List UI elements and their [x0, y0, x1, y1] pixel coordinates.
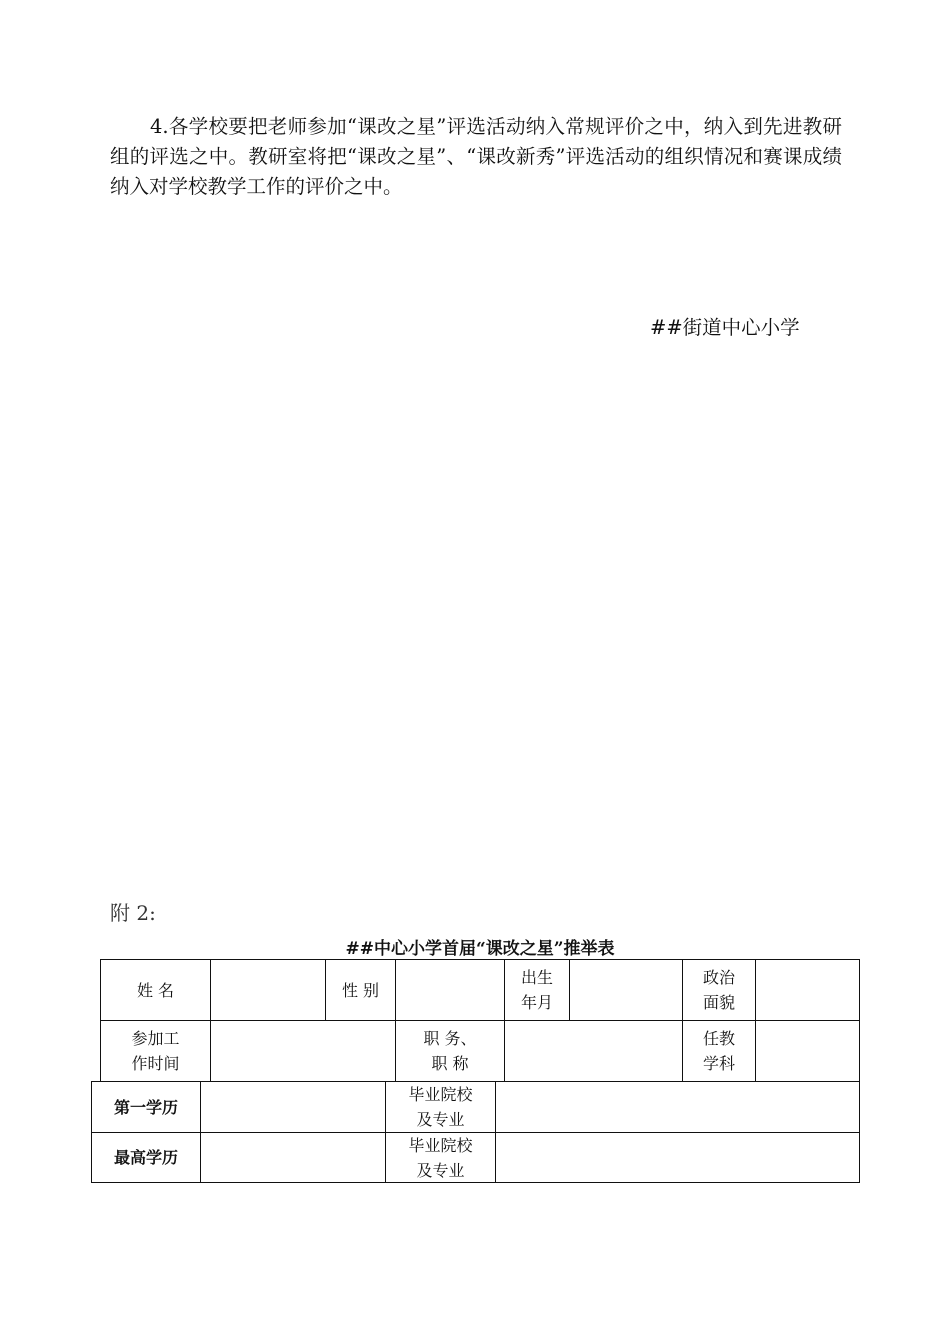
birth-field[interactable] [570, 960, 683, 1020]
political-label: 政治 面貌 [683, 960, 756, 1020]
subject-field[interactable] [756, 1021, 859, 1081]
first-school-label: 毕业院校 及专业 [386, 1082, 496, 1132]
form-title: ##中心小学首届“课改之星”推举表 [345, 939, 615, 959]
signature: ##街道中心小学 [650, 316, 800, 339]
form-row-basic-info [100, 959, 860, 1021]
work-start-field[interactable] [211, 1021, 396, 1081]
highest-school-field[interactable] [496, 1133, 859, 1182]
annex-label: 附 2: [110, 901, 156, 925]
work-start-label: 参加工 作时间 [101, 1021, 211, 1081]
gender-label: 性 别 [326, 960, 396, 1020]
name-label: 姓 名 [101, 960, 211, 1020]
form-row-work-info [100, 1020, 860, 1082]
position-field[interactable] [505, 1021, 683, 1081]
political-field[interactable] [756, 960, 859, 1020]
gender-field[interactable] [396, 960, 505, 1020]
birth-label: 出生 年月 [505, 960, 570, 1020]
name-field[interactable] [211, 960, 326, 1020]
form-row-first-education [91, 1081, 860, 1133]
first-school-field[interactable] [496, 1082, 859, 1132]
subject-label: 任教 学科 [683, 1021, 756, 1081]
first-edu-label: 第一学历 [92, 1082, 201, 1132]
highest-edu-label: 最高学历 [92, 1133, 201, 1182]
highest-school-label: 毕业院校 及专业 [386, 1133, 496, 1182]
form-row-highest-education [91, 1132, 860, 1183]
body-paragraph: 4.各学校要把老师参加“课改之星”评选活动纳入常规评价之中，纳入到先进教研组的评选之中。教研室将把“课改之星”、“课改新秀”评选活动的组织情况和赛课成绩纳入对学校教学工作的评价之中。 [110, 115, 842, 198]
position-label: 职 务、 职 称 [396, 1021, 505, 1081]
first-edu-field[interactable] [201, 1082, 386, 1132]
highest-edu-field[interactable] [201, 1133, 386, 1182]
